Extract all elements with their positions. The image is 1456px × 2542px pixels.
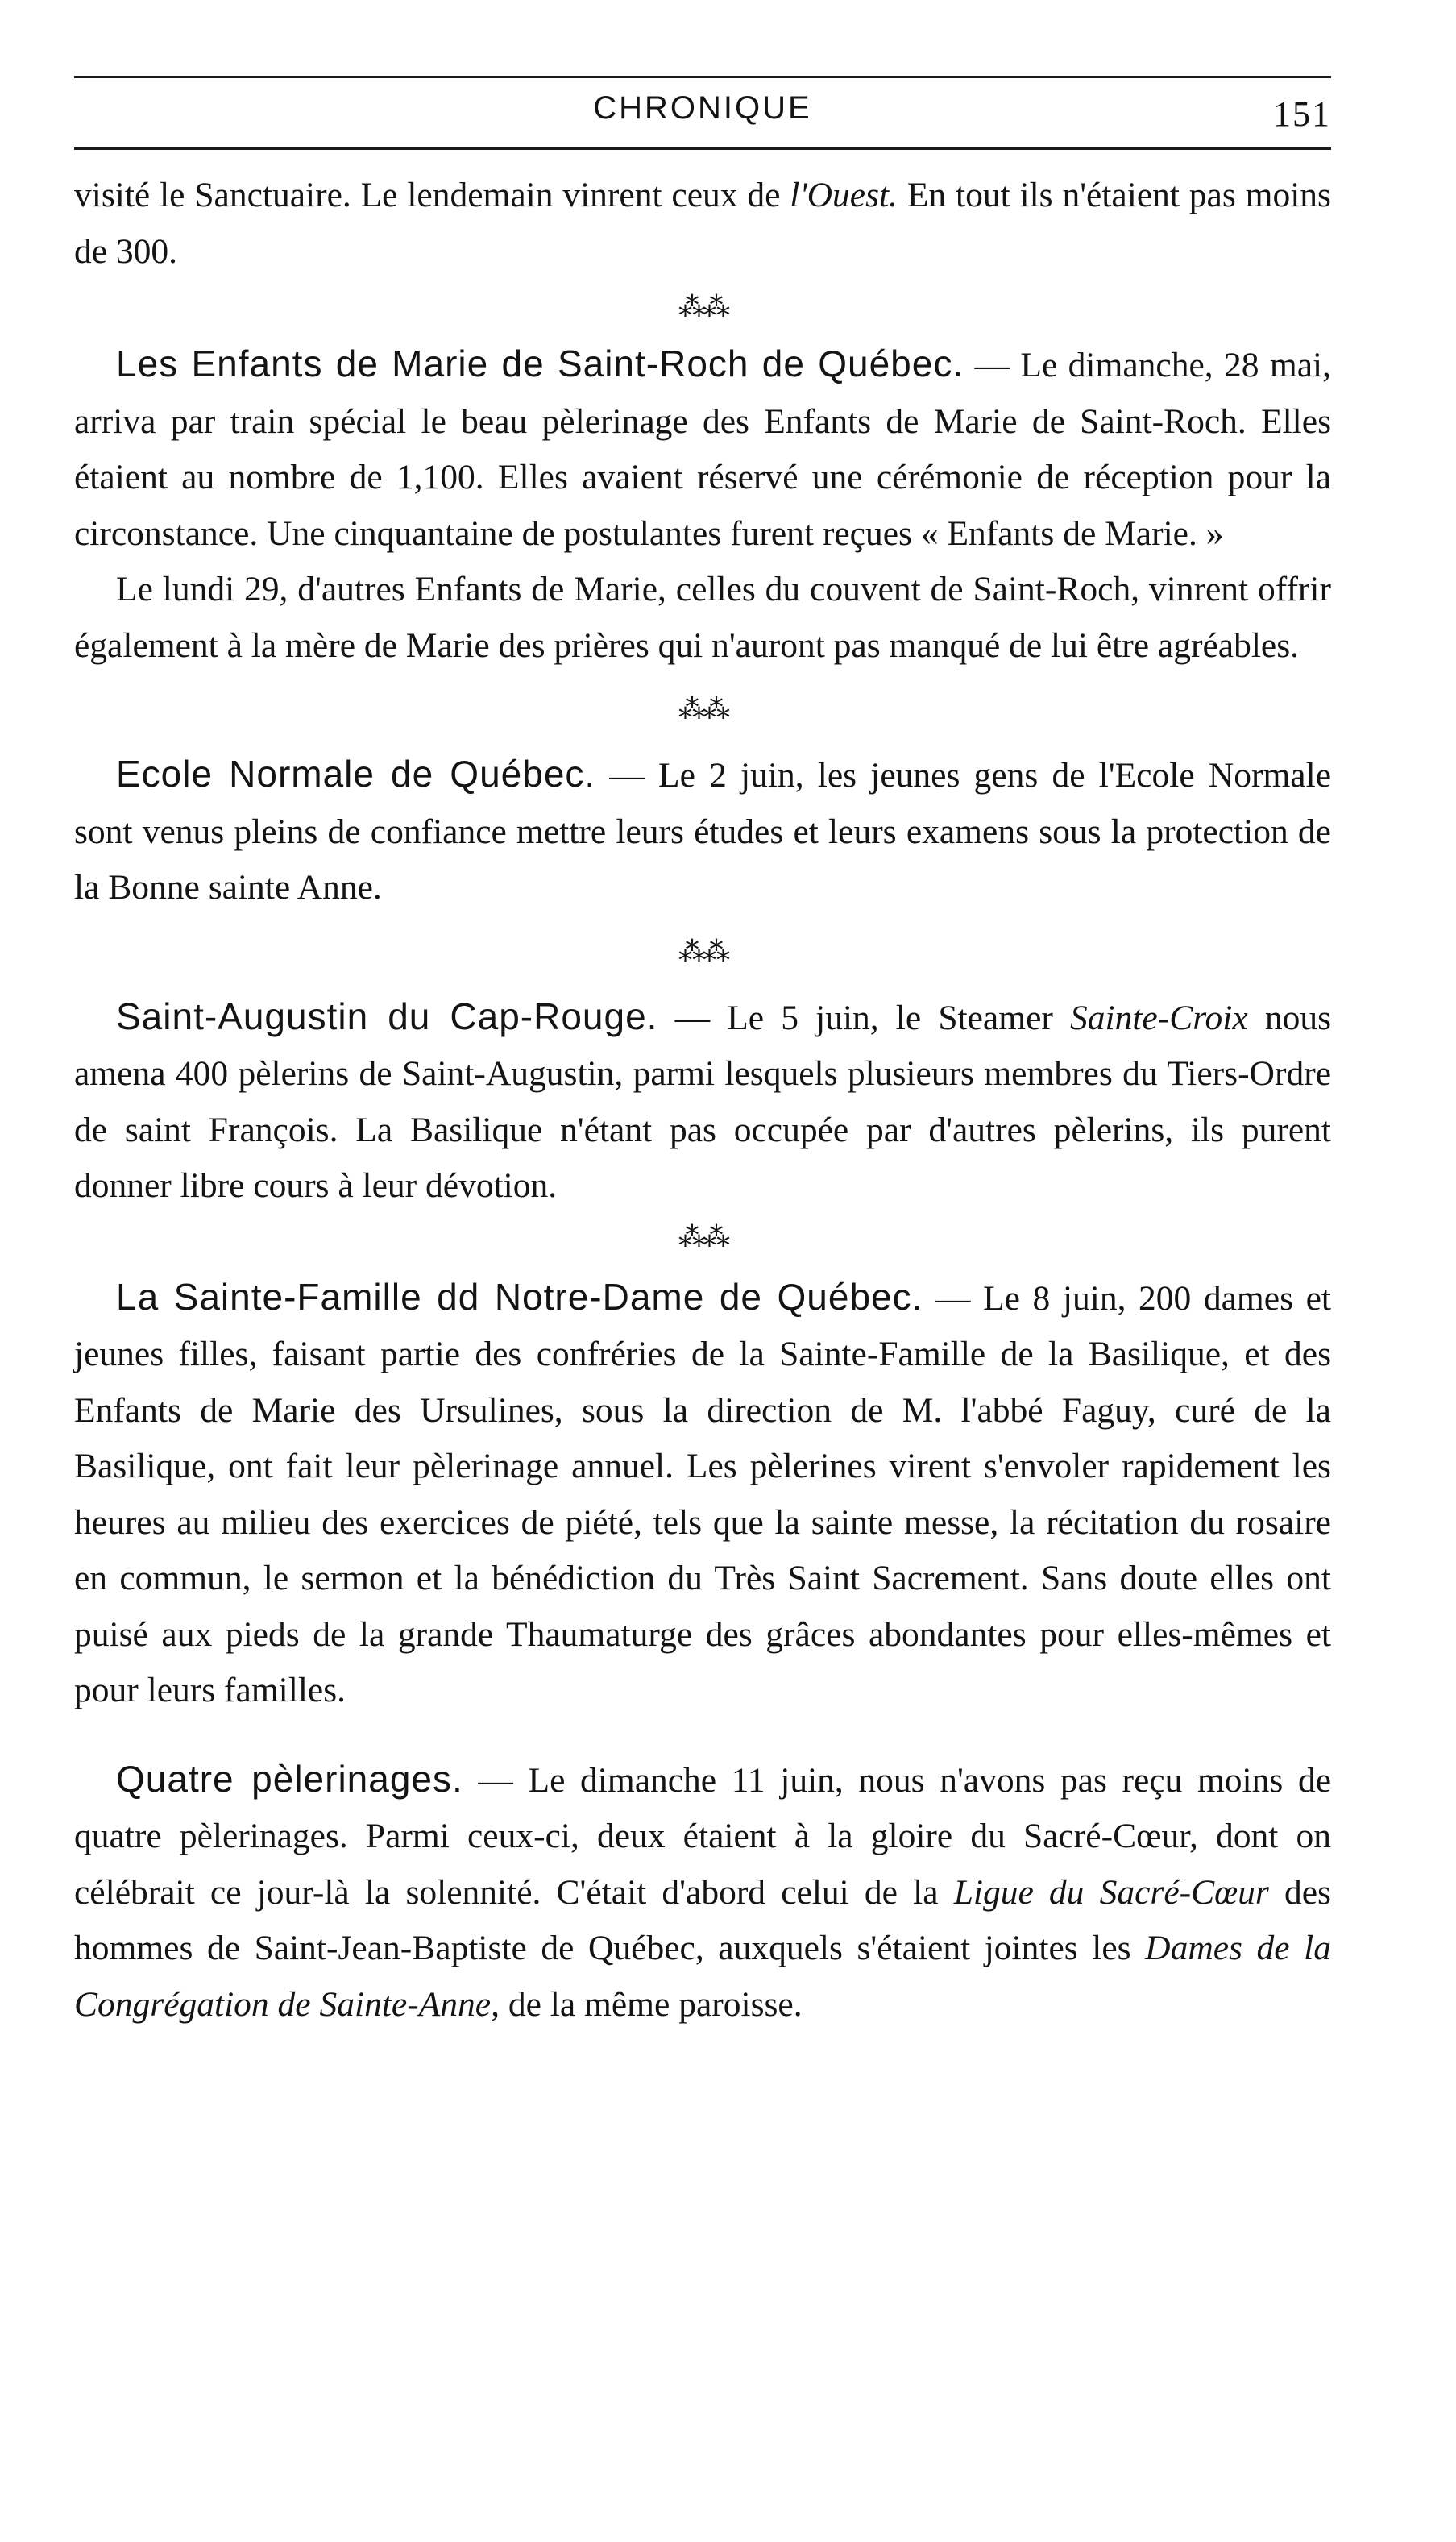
running-title: CHRONIQUE: [593, 90, 812, 126]
text-quatre-1: — Le dimanche 11 juin, nous n'avons pas reçu moins de quatre pèlerinages. Parmi ceux-ci, deux étaient à la gloire du Sacré-Cœur, dont on célébrait ce jour-là la solennité. C'était d'abord celui de la: [74, 1760, 1331, 1912]
text-quatre-italic-2: Dames de la Congrégation de Sainte-Anne,: [74, 1929, 1331, 2024]
paragraph-quatre-pelerinages: [74, 1751, 1331, 2033]
paragraph-augustin: [74, 989, 1331, 1215]
heading-enfants-de-marie: Les Enfants de Marie de Saint-Roch de Québec.: [116, 343, 964, 384]
section-ornament: ⁂⁂: [678, 695, 727, 725]
chronicle-text: [74, 168, 1331, 2033]
header-rule: [74, 147, 1331, 150]
text-augustin-1: — Le 5 juin, le Steamer: [657, 998, 1070, 1037]
heading-saint-augustin: Saint-Augustin du Cap-Rouge.: [116, 995, 658, 1037]
section-ornament: ⁂⁂: [678, 1222, 727, 1252]
page-header: [74, 90, 1331, 139]
text-augustin-italic: Sainte-Croix: [1070, 998, 1248, 1037]
paragraph-ecole: [74, 746, 1331, 916]
text-enfants-1: — Le dimanche, 28 mai, arriva par train spécial le beau pèlerinage des Enfants de Marie de Saint-Roch. Elles étaient au nombre de 1,100. Elles avaient réservé une cérémonie de réception pour la circonstance. Une cinquantaine de postulantes furent reçues « Enfants de Marie. »: [74, 346, 1331, 553]
heading-quatre-pelerinages: Quatre pèlerinages.: [116, 1757, 463, 1800]
intro-paragraph: [74, 168, 1331, 280]
page-number: 151: [1273, 94, 1331, 134]
text-quatre-italic-1: Ligue du Sacré-Cœur: [953, 1872, 1269, 1912]
paragraph-sainte-famille: [74, 1269, 1331, 1719]
heading-ecole-normale: Ecole Normale de Québec.: [116, 753, 596, 795]
intro-text-1: visité le Sanctuaire. Le lendemain vinrent ceux de: [74, 176, 790, 214]
heading-sainte-famille: La Sainte-Famille dd Notre-Dame de Québec.: [116, 1275, 923, 1318]
intro-italic: l'Ouest.: [790, 176, 898, 214]
section-ornament: ⁂⁂: [678, 937, 727, 967]
text-quatre-2: des hommes de Saint-Jean-Baptiste de Québec, auxquels s'étaient jointes les: [74, 1872, 1331, 1967]
paragraph-enfants-2: [74, 562, 1331, 674]
top-rule: [74, 76, 1331, 78]
text-enfants-2: Le lundi 29, d'autres Enfants de Marie, celles du couvent de Saint-Roch, vinrent offrir également à la mère de Marie des prières qui n'auront pas manqué de lui être agréables.: [74, 570, 1331, 665]
section-ornament: ⁂⁂: [678, 293, 727, 322]
text-sainte-famille: — Le 8 juin, 200 dames et jeunes filles, faisant partie des confréries de la Sainte-Famille de la Basilique, et des Enfants de Marie des Ursulines, sous la direction de M. l'abbé Faguy, curé de la Basilique, ont fait leur pèlerinage annuel. Les pèlerines virent s'envoler rapidement les heures au milieu des exercices de piété, tels que la sainte messe, la récitation du rosaire en commun, le sermon et la bénédiction du Très Saint Sacrement. Sans doute elles ont puisé aux pieds de la grande Thaumaturge des grâces abondantes pour elles-mêmes et pour leurs familles.: [74, 1278, 1331, 1709]
paragraph-enfants: [74, 336, 1331, 562]
text-quatre-3: de la même paroisse.: [499, 1984, 803, 2024]
text-ecole: — Le 2 juin, les jeunes gens de l'Ecole Normale sont venus pleins de confiance mettre leurs études et leurs examens sous la protection de la Bonne sainte Anne.: [74, 756, 1331, 907]
text-augustin-2: nous amena 400 pèlerins de Saint-Augustin, parmi lesquels plusieurs membres du Tiers-Ordre de saint François. La Basilique n'étant pas occupée par d'autres pèlerins, ils purent donner libre cours à leur dévotion.: [74, 998, 1331, 1205]
intro-text-2: En tout ils n'étaient pas moins de 300.: [74, 176, 1331, 271]
